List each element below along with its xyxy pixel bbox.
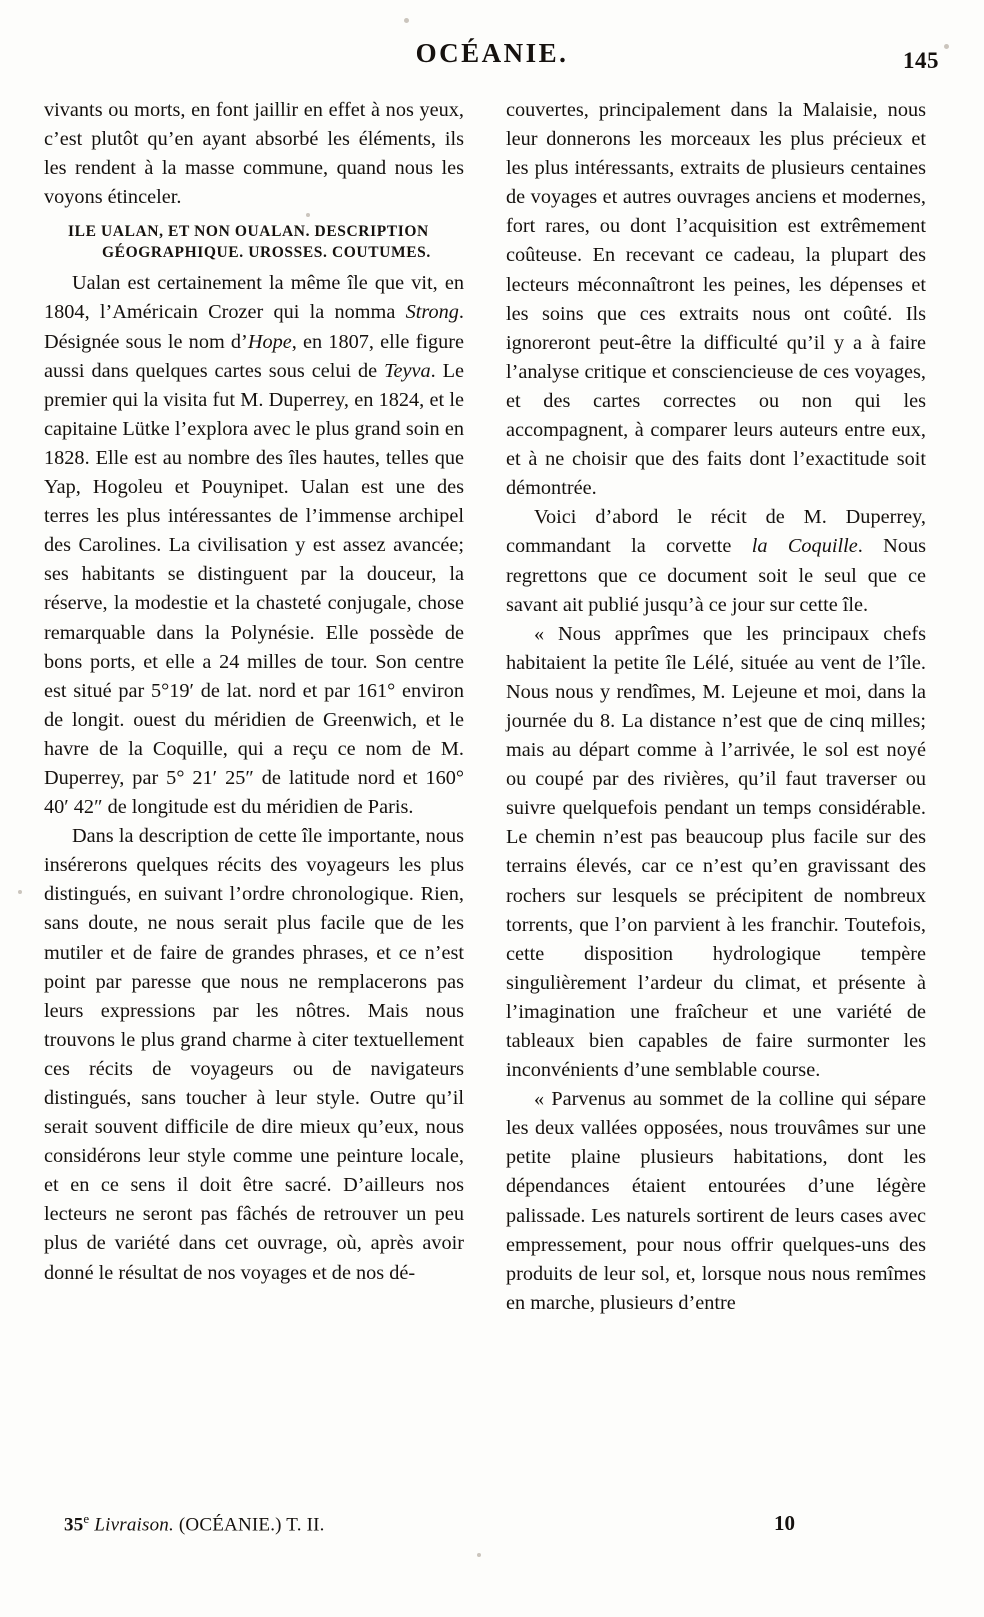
- signature-label: Livraison.: [94, 1514, 174, 1536]
- signature-rest: (OCÉANIE.) T. II.: [178, 1514, 325, 1536]
- paper-speck: [306, 213, 310, 217]
- section-heading-line2: GÉOGRAPHIQUE. UROSSES. COUTUMES.: [102, 244, 431, 262]
- paper-speck: [477, 1553, 481, 1557]
- italic-term: Strong: [405, 301, 459, 324]
- column-left: [44, 96, 464, 1288]
- paragraph: [506, 503, 926, 619]
- page-number: 145: [903, 48, 939, 73]
- section-heading: [44, 221, 464, 263]
- text-run: . Nous regrettons que ce document soit le seul que ce savant ait publié jusqu’à ce jour sur cette île.: [506, 535, 926, 616]
- paragraph: [44, 269, 464, 822]
- signature-mark: [64, 1511, 325, 1536]
- paragraph: « Nous apprîmes que les principaux chefs habitaient la petite île Lélé, située au vent de l’île. Nous nous y rendîmes, M. Lejeune et moi, dans la journée du 8. La distance n’est que de cinq milles; mais au départ comme à l’arrivée, le sol est noyé ou coupé par des rivières, qu’il faut traverser ou suivre quelquefois pendant un temps considérable. Le chemin n’est pas beaucoup plus facile sur des terrains élevés, car ce n’est qu’en gravissant des rochers sur lesquels se précipitent de nombreux torrents, que l’on parvient à les franchir. Toutefois, cette disposition hydrologique tempère singulièrement l’ardeur du climat, et présente à l’imagination une fraîcheur et une variété de tableaux bien capables de faire surmonter les inconvénients d’une semblable course.: [506, 622, 926, 1082]
- text-body: [44, 96, 940, 1486]
- signature-number: 35: [64, 1514, 84, 1536]
- column-right: [506, 96, 926, 1318]
- running-title: OCÉANIE.: [415, 38, 569, 68]
- paragraph: Dans la description de cette île importante, nous insérerons quelques récits des voyageurs les plus distingués, en suivant l’ordre chronologique. Rien, sans doute, ne nous serait plus facile que de les mutiler et de faire de grandes phrases, et ce n’est point par paresse que nous ne remplacerons pas leurs expressions par les nôtres. Mais nous trouvons le plus grand charme à citer textuellement ces récits de voyageurs ou de navigateurs distingués, sans toucher à leur style. Outre qu’il serait souvent difficile de dire mieux qu’eux, nous considérons leur style comme une peinture locale, et en ce sens il doit être sacré. D’ailleurs nos lecteurs ne seront pas fâchés de retrouver un peu plus de variété dans cet ouvrage, où, après avoir donné le résultat de nos voyages et de nos dé-: [44, 825, 464, 1284]
- italic-term: Hope: [247, 330, 292, 353]
- paragraph: vivants ou morts, en font jaillir en effet à nos yeux, c’est plutôt qu’en ayant absorbé les éléments, ils les rendent à la masse commune, quand nous les voyons étinceler.: [44, 99, 464, 209]
- page-header: [0, 38, 984, 78]
- section-heading-line1: ILE UALAN, ET NON OUALAN. DESCRIPTION: [68, 223, 429, 241]
- italic-term: Teyva: [384, 359, 431, 382]
- signature-ordinal: e: [83, 1511, 90, 1526]
- text-run: Voici d’abord le récit de M. Duperrey, commandant la corvette: [506, 506, 926, 558]
- paragraph: « Parvenus au sommet de la colline qui sépare les deux vallées opposées, nous trouvâmes sur une petite plaine plusieurs habitations, dont les dépendances étaient entourées d’une légère palissade. Les naturels sortirent de leurs cases avec empressement, pour nous offrir quelques-uns des produits de leur sol, et, lorsque nous nous remîmes en marche, plusieurs d’entre: [506, 1088, 926, 1314]
- text-run: . Le premier qui la visita fut M. Duperrey, en 1824, et le capitaine Lütke l’explora avec le plus grand soin en 1828. Elle est au nombre des îles hautes, telles que Yap, Hogoleu et Pouynipet. Ualan est une des terres les plus intéressantes de l’immense archipel des Carolines. La civilisation y est assez avancée; ses habitants se distinguent par la douceur, la réserve, la modestie et la chasteté conjugale, chose remarquable dans la Polynésie. Elle possède de bons ports, et elle a 24 milles de tour. Son centre est situé par 5°19′ de lat. nord et par 161° environ de longit. ouest du méridien de Greenwich, et le havre de la Coquille, qui a reçu ce nom de M. Duperrey, par 5° 21′ 25″ de latitude nord et 160° 40′ 42″ de longitude est du méridien de Paris.: [44, 359, 465, 819]
- paper-speck: [18, 890, 22, 894]
- italic-term: la Coquille: [751, 535, 858, 558]
- text-run: , en 1807, elle figure aussi dans quelques cartes sous celui de: [44, 330, 464, 382]
- text-run: . Désignée sous le nom d’: [44, 301, 464, 353]
- text-run: Ualan est certainement la même île que vit, en 1804, l’Américain Crozer qui la nomma: [44, 272, 464, 324]
- paragraph: couvertes, principalement dans la Malaisie, nous leur donnerons les morceaux les plus précieux et les plus intéressants, extraits de plusieurs centaines de voyages et autres ouvrages anciens et modernes, fort rares, ou dont l’acquisition est extrêmement coûteuse. En recevant ce cadeau, la plupart des lecteurs méconnaîtront les peines, les dépenses et les soins que ces extraits nous ont coûté. Ils ignoreront peut-être la difficulté qu’il y a à faire l’analyse critique et consciencieuse de ces voyages, et des cartes correctes ou non qui les accompagnent, à comparer leurs auteurs entre eux, et à ne choisir que des faits dont l’exactitude soit démontrée.: [506, 99, 926, 500]
- paper-speck: [944, 44, 949, 49]
- page-footer: [44, 1511, 940, 1539]
- sheet-number: 10: [774, 1511, 795, 1535]
- paper-speck: [404, 18, 409, 23]
